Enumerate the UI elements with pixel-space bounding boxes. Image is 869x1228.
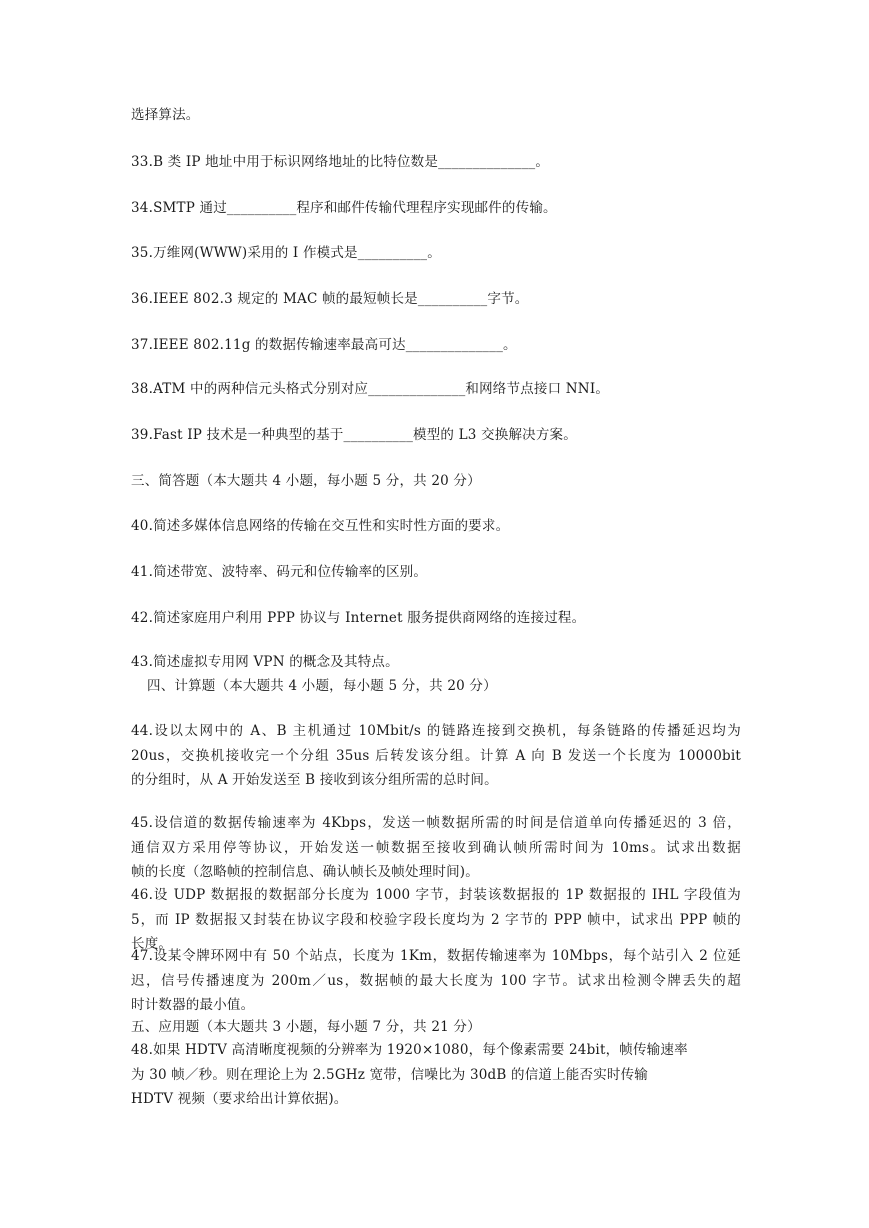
question-46-line: 长度。 xyxy=(131,936,173,952)
question-46-line: 5，而 IP 数据报又封装在协议字段和校验字段长度均为 2 字节的 PPP 帧中，试求出 PPP 帧的 xyxy=(131,911,741,928)
text-line-continuation: 选择算法。 xyxy=(131,107,200,123)
question-44-line: 44.设以太网中的 A、B 主机通过 10Mbit/s 的链路连接到交换机，每条链路的传播延迟均为 xyxy=(131,723,741,739)
section-heading-application: 五、应用题（本大题共 3 小题，每小题 7 分，共 21 分） xyxy=(131,1019,481,1035)
question-43: 43.简述虚拟专用网 VPN 的概念及其特点。 xyxy=(131,654,399,670)
question-34: 34.SMTP 通过__________程序和邮件传输代理程序实现邮件的传输。 xyxy=(131,200,557,216)
question-40: 40.简述多媒体信息网络的传输在交互性和实时性方面的要求。 xyxy=(131,518,510,534)
question-45-line: 通信双方采用停等协议，开始发送一帧数据至接收到确认帧所需时间为 10ms。试求出数据 xyxy=(131,839,741,856)
question-41: 41.简述带宽、波特率、码元和位传输率的区别。 xyxy=(131,564,428,580)
section-heading-short-answer: 三、简答题（本大题共 4 小题，每小题 5 分，共 20 分） xyxy=(131,473,481,489)
question-44 xyxy=(131,719,741,793)
question-36: 36.IEEE 802.3 规定的 MAC 帧的最短帧长是__________字节。 xyxy=(131,291,529,307)
question-47-line: 47.设某令牌环网中有 50 个站点，长度为 1Km，数据传输速率为 10Mbps，每个站引入 2 位延 xyxy=(131,948,741,964)
question-45-line: 帧的长度（忽略帧的控制信息、确认帧长及帧处理时间)。 xyxy=(131,864,479,880)
question-39: 39.Fast IP 技术是一种典型的基于__________模型的 L3 交换解决方案。 xyxy=(131,427,577,443)
question-44-line: 20us，交换机接收完一个分组 35us 后转发该分组。计算 A 向 B 发送一个长度为 10000bit xyxy=(131,747,741,764)
question-48-line: 48.如果 HDTV 高清晰度视频的分辨率为 1920×1080，每个像素需要 24bit，帧传输速率 xyxy=(131,1042,688,1058)
question-45 xyxy=(131,811,741,885)
question-44-line: 的分组时，从 A 开始发送至 B 接收到该分组所需的总时间。 xyxy=(131,772,498,788)
question-45-line: 45.设信道的数据传输速率为 4Kbps，发送一帧数据所需的时间是信道单向传播延迟的 3 倍， xyxy=(131,815,741,831)
question-46-line: 46.设 UDP 数据报的数据部分长度为 1000 字节，封装该数据报的 1P 数据报的 IHL 字段值为 xyxy=(131,887,741,903)
question-47-line: 迟，信号传播速度为 200m／us，数据帧的最大长度为 100 字节。试求出检测令牌丢失的超 xyxy=(131,972,741,989)
question-33: 33.B 类 IP 地址中用于标识网络地址的比特位数是______________。 xyxy=(131,154,550,170)
question-35: 35.万维网(WWW)采用的 I 作模式是__________。 xyxy=(131,245,441,261)
question-48-line: 为 30 帧／秒。则在理论上为 2.5GHz 宽带，信噪比为 30dB 的信道上能否实时传输 xyxy=(131,1066,649,1083)
question-38: 38.ATM 中的两种信元头格式分别对应______________和网络节点接口 NNI。 xyxy=(131,381,610,397)
question-47-line: 时计数器的最小值。 xyxy=(131,997,255,1013)
question-37: 37.IEEE 802.11g 的数据传输速率最高可达______________。 xyxy=(131,337,517,353)
section-heading-calculation: 四、计算题（本大题共 4 小题，每小题 5 分，共 20 分） xyxy=(147,678,497,694)
question-42: 42.简述家庭用户利用 PPP 协议与 Internet 服务提供商网络的连接过程。 xyxy=(131,610,586,626)
question-48-line: HDTV 视频（要求给出计算依据)。 xyxy=(131,1091,348,1107)
question-47 xyxy=(131,944,741,1018)
question-48 xyxy=(131,1038,731,1112)
